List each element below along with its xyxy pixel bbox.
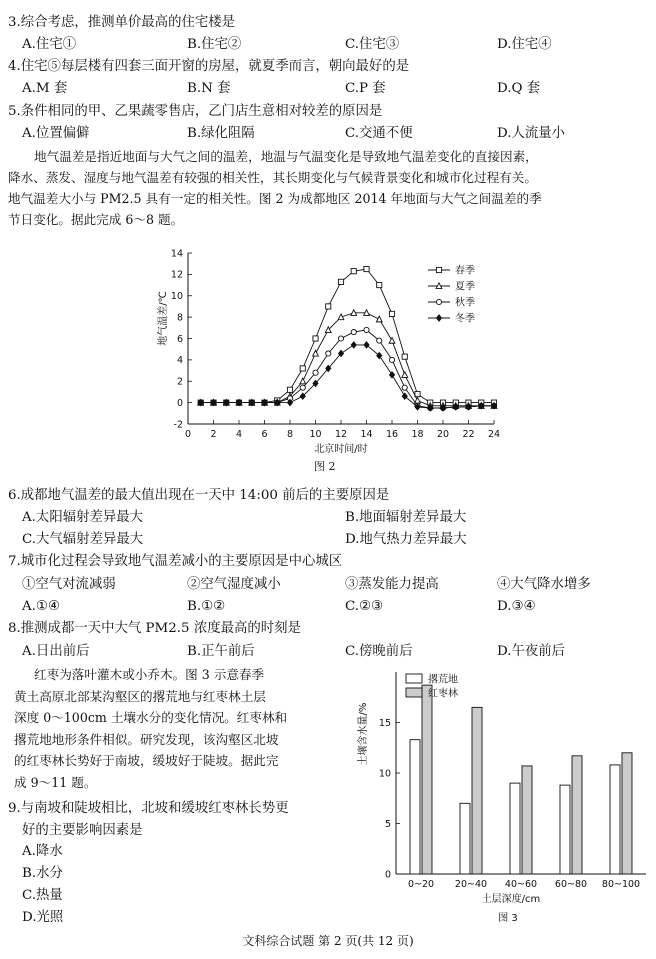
y-tick-label: 12 [170,269,183,281]
bar [472,707,482,874]
q5-option-a: A.位置偏僻 [22,126,90,141]
passage-1-line: 降水、蒸发、湿度与地气温差有较强的相关性，其长期变化与气候背景变化和城市化过程有关。 [8,170,537,185]
q8-option-d: D.午夜前后 [497,644,566,659]
bar [460,803,470,874]
category-label: 40~60 [504,879,538,890]
x-tick-label: 20 [436,429,450,440]
q7-item-4: ④大气降水增多 [497,577,591,592]
legend-item [428,296,475,309]
legend-item [406,673,458,686]
series-3 [198,327,496,410]
passage-1-line: 节日变化。据此完成 6～8 题。 [8,212,184,227]
data-point [287,387,292,392]
x-tick-label: 12 [334,429,348,440]
data-point [351,342,356,348]
data-point [313,370,318,375]
figure-2-line-chart [150,240,510,460]
category-label: 80~100 [601,879,641,890]
passage-1-line: 地气温差大小与 PM2.5 具有一定的相关性。图 2 为成都地区 2014 年地面与大气之间温差的季 [8,191,542,206]
q6-option-c: C.大气辐射差异最大 [22,532,144,547]
q5-option-b: B.绿化阻隔 [187,126,255,141]
data-point [300,366,305,371]
data-point [402,385,407,390]
data-point [402,372,408,378]
data-point [402,393,407,399]
data-point [351,329,356,334]
y-tick-label: -2 [173,419,183,431]
passage-2-line: 红枣为落叶灌木或小乔木。图 3 示意春季 [34,667,265,682]
q4-option-c: C.P 套 [345,81,386,96]
bar [560,785,570,874]
legend-marker [436,315,441,321]
q3-option-c: C.住宅③ [345,37,400,52]
figure-3-bar-chart [350,664,650,926]
data-point [326,304,331,309]
series-2 [198,310,497,409]
series-4 [198,342,496,411]
q4-option-b: B.N 套 [187,81,231,96]
passage-2 [14,664,344,793]
x-tick-label: 22 [462,429,475,440]
category-label: 0~20 [407,879,435,890]
q9-stem-line-2: 好的主要影响因素是 [22,823,143,838]
x-axis-label: 北京时间/时 [314,444,368,455]
q3-option-a: A.住宅① [22,37,77,52]
series-1 [198,266,496,405]
data-point [300,378,306,384]
q7-option-a: A.①④ [22,599,60,614]
legend-item [428,280,475,293]
y-tick-label: 2 [176,376,183,388]
data-point [364,327,369,332]
y-tick-label: 5 [384,818,391,830]
data-point [338,336,343,341]
y-axis-label: 土壤含水量/% [358,702,369,766]
q5-option-d: D.人流量小 [497,126,566,141]
y-tick-label: 0 [176,397,183,409]
q3-option-b: B.住宅② [187,37,242,52]
q7-item-2: ②空气湿度减小 [187,577,281,592]
x-tick-label: 2 [210,429,217,440]
passage-2-line: 黄土高原北部某沟壑区的撂荒地与红枣林土层 [14,688,266,704]
legend-marker [436,267,441,272]
x-axis-label: 土层深度/cm [481,894,541,905]
q9-option-d: D.光照 [22,910,64,925]
legend-swatch [406,674,422,683]
q7-item-1: ①空气对流减弱 [22,577,116,592]
data-point [377,282,382,287]
q9-stem-line-1: 9.与南坡和陡坡相比，北坡和缓坡红枣林长势更 [8,801,289,816]
bar [572,756,582,874]
data-point [389,338,395,344]
x-tick-label: 0 [184,429,192,440]
y-tick-label: 6 [176,333,183,345]
q9-option-c: C.热量 [22,888,63,903]
q9-option-b: B.水分 [22,866,63,881]
q9-option-a: A.降水 [22,844,63,859]
y-axis-label: 地气温差/℃ [158,291,169,346]
x-tick-label: 18 [411,429,424,440]
passage-1 [8,146,648,230]
series-line [201,313,494,406]
data-point [351,269,356,274]
passage-2-line: 成 9～11 题。 [14,774,97,790]
legend-marker [436,299,441,304]
q7-stem: 7.城市化过程会导致地气温差减小的主要原因是中心城区 [8,554,343,569]
bar [510,783,520,874]
q6-option-d: D.地气热力差异最大 [345,532,467,547]
page-footer: 文科综合试题 第 2 页(共 12 页) [242,934,414,948]
legend-swatch [406,688,422,697]
q6-stem: 6.成都地气温差的最大值出现在一天中 14:00 前后的主要原因是 [8,488,390,503]
data-point [389,311,394,316]
bar [410,740,420,874]
q3-stem: 3.综合考虑，推测单价最高的住宅楼是 [8,15,236,30]
legend-item [428,264,475,277]
bar [422,685,432,874]
category-label: 60~80 [554,879,588,890]
q7-item-3: ③蒸发能力提高 [345,577,439,592]
passage-2-line: 的红枣林长势好于南坡，缓坡好于陡坡。据此完 [14,753,279,768]
legend-label: 撂荒地 [428,674,458,686]
q8-option-c: C.傍晚前后 [345,644,413,659]
series-line [201,345,494,408]
x-tick-label: 8 [286,429,294,440]
legend-label: 冬季 [455,313,475,325]
x-tick-label: 10 [309,429,322,440]
bar [622,753,632,874]
passage-2-line: 撂荒地地形条件相似。研究发现，该沟壑区北坡 [14,731,279,747]
x-tick-label: 14 [360,429,373,440]
y-tick-label: 0 [384,869,391,881]
legend-label: 春季 [455,265,475,277]
q8-stem: 8.推测成都一天中大气 PM2.5 浓度最高的时刻是 [8,621,301,636]
data-point [389,357,394,362]
legend-item [428,312,475,325]
x-tick-label: 16 [385,429,399,440]
data-point [376,316,382,322]
q7-option-d: D.③④ [497,599,536,614]
y-tick-label: 4 [176,355,183,367]
data-point [338,279,343,284]
x-tick-label: 6 [261,429,268,440]
q5-stem: 5.条件相同的甲、乙果蔬零售店，乙门店生意相对较差的原因是 [8,104,383,119]
q3-option-d: D.住宅④ [497,37,552,52]
data-point [364,342,369,348]
bar [522,766,532,874]
q8-option-a: A.日出前后 [22,644,90,659]
legend-label: 夏季 [455,281,475,293]
figure-2-caption: 图 2 [314,460,336,473]
data-point [313,350,319,356]
q4-option-d: D.Q 套 [497,81,541,96]
x-tick-label: 4 [235,429,243,440]
q5-option-c: C.交通不便 [345,126,413,141]
series-line [201,330,494,408]
bar [610,765,620,874]
y-tick-label: 10 [378,768,391,780]
y-tick-label: 14 [170,248,183,260]
legend-item [406,687,458,700]
passage-1-line: 地气温差是指近地面与大气之间的温差，地温与气温变化是导致地气温差变化的直接因素， [34,149,538,164]
data-point [326,351,331,356]
data-point [300,385,305,390]
legend-label: 红枣林 [428,688,458,700]
legend-label: 秋季 [455,297,475,309]
x-tick-label: 24 [487,429,501,440]
q6-option-a: A.太阳辐射差异最大 [22,510,144,525]
category-label: 20~40 [454,879,488,890]
q7-option-c: C.②③ [345,599,384,614]
y-tick-label: 15 [378,717,391,729]
q4-stem: 4.住宅⑤每层楼有四套三面开窗的房屋，就夏季而言，朝向最好的是 [8,59,410,74]
y-tick-label: 10 [170,291,183,303]
q8-option-b: B.正午前后 [187,644,255,659]
data-point [313,336,318,341]
y-tick-label: 8 [176,312,183,324]
data-point [364,266,369,271]
q4-option-a: A.M 套 [22,81,68,96]
q6-option-b: B.地面辐射差异最大 [345,510,467,525]
data-point [402,354,407,359]
passage-2-line: 深度 0～100cm 土壤水分的变化情况。红枣林和 [14,710,288,725]
figure-3-caption: 图 3 [498,913,518,924]
data-point [377,338,382,343]
q7-option-b: B.①② [187,599,226,614]
